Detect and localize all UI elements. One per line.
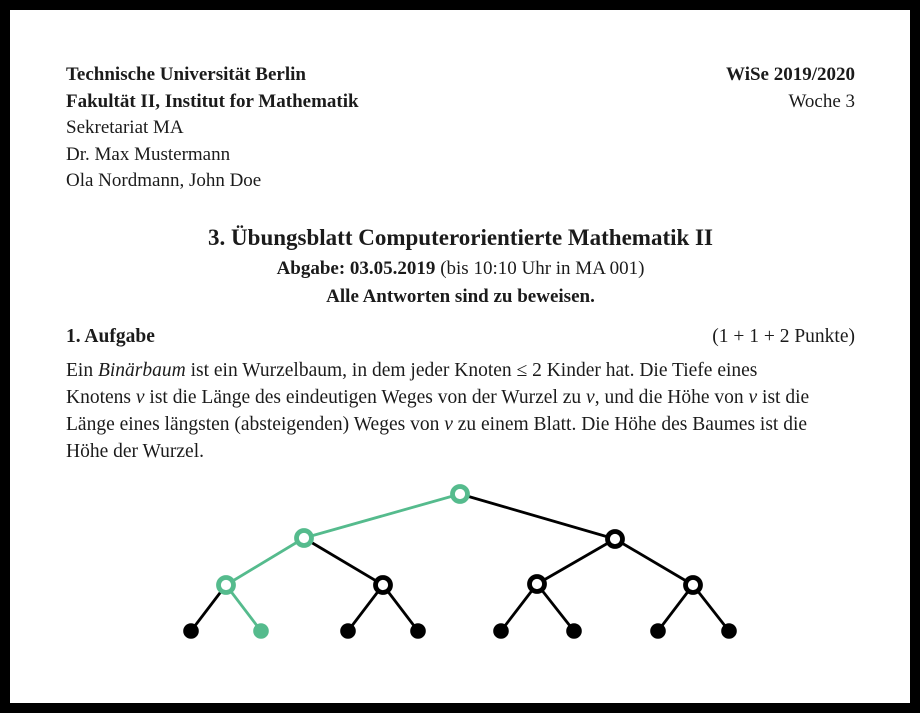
text-segment: zu einem Blatt. Die Höhe des Baumes ist die	[452, 413, 808, 435]
week-label: Woche 3	[788, 90, 855, 112]
var-v: v	[586, 386, 595, 408]
secretariat-line: Sekretariat MA	[66, 117, 184, 138]
paragraph-line	[66, 357, 855, 384]
tree-node-internal	[453, 487, 468, 502]
tree-edge	[304, 494, 460, 538]
institution-name: Technische Universität Berlin	[66, 64, 306, 85]
text-segment: ist die	[757, 386, 810, 408]
tree-edge	[304, 538, 383, 585]
assistants-line: Ola Nordmann, John Doe	[66, 170, 262, 191]
semester-label: WiSe 2019/2020	[726, 64, 855, 85]
tree-node-internal	[530, 577, 545, 592]
task-number-label: 1. Aufgabe	[66, 325, 155, 347]
text-segment: , und die Höhe von	[594, 386, 749, 408]
tree-node-leaf	[253, 623, 269, 639]
text-segment: Länge eines längsten (absteigenden) Weges von	[66, 413, 445, 435]
header-left-block	[66, 62, 359, 195]
var-v: v	[748, 386, 758, 408]
paragraph-line	[66, 411, 855, 438]
task-points-label: (1 + 1 + 2 Punkte)	[712, 325, 855, 347]
tree-node-leaf	[566, 623, 582, 639]
paragraph-line	[66, 384, 855, 411]
faculty-name: Fakultät II, Institut for Mathematik	[66, 90, 359, 112]
lecturer-line: Dr. Max Mustermann	[66, 143, 231, 165]
text-segment: Ein	[66, 359, 98, 381]
tree-node-internal	[686, 578, 701, 593]
header-right-block	[726, 62, 855, 115]
tree-node-leaf	[183, 623, 199, 639]
text-segment: ist die Länge des eindeutigen Weges von der Wurzel zu	[144, 386, 587, 408]
tree-node-leaf	[410, 623, 426, 639]
term-binaerbaum: Binärbaum	[97, 359, 186, 381]
due-line	[66, 255, 855, 283]
text-segment: ist ein Wurzelbaum, in dem jeder Knoten ≤ 2 Kinder hat. Die Tiefe eines	[185, 359, 758, 381]
binary-tree-figure	[10, 470, 910, 670]
tree-edge	[460, 494, 615, 539]
var-v: v	[135, 386, 145, 408]
tree-node-leaf	[721, 623, 737, 639]
text-segment: Knotens	[66, 386, 136, 408]
proof-note: Alle Antworten sind zu beweisen.	[326, 285, 595, 307]
due-details: (bis 10:10 Uhr in MA 001)	[435, 257, 645, 279]
tree-node-leaf	[340, 623, 356, 639]
page-content	[10, 10, 910, 465]
tree-edge	[615, 539, 693, 585]
text-segment: Höhe der Wurzel.	[66, 440, 205, 462]
tree-edge	[226, 538, 304, 585]
tree-node-internal	[219, 578, 234, 593]
paragraph-line	[66, 438, 855, 465]
sheet-title: 3. Übungsblatt Computerorientierte Mathematik II	[208, 224, 713, 250]
tree-node-leaf	[493, 623, 509, 639]
tree-node-internal	[376, 578, 391, 593]
tree-node-internal	[297, 531, 312, 546]
document-page	[10, 10, 910, 703]
var-v: v	[444, 413, 453, 435]
task-paragraph	[66, 357, 855, 465]
tree-node-internal	[608, 532, 623, 547]
due-date: Abgabe: 03.05.2019	[276, 257, 436, 279]
tree-edge	[537, 539, 615, 584]
header	[66, 62, 855, 195]
task-header-row	[66, 323, 855, 351]
tree-node-leaf	[650, 623, 666, 639]
